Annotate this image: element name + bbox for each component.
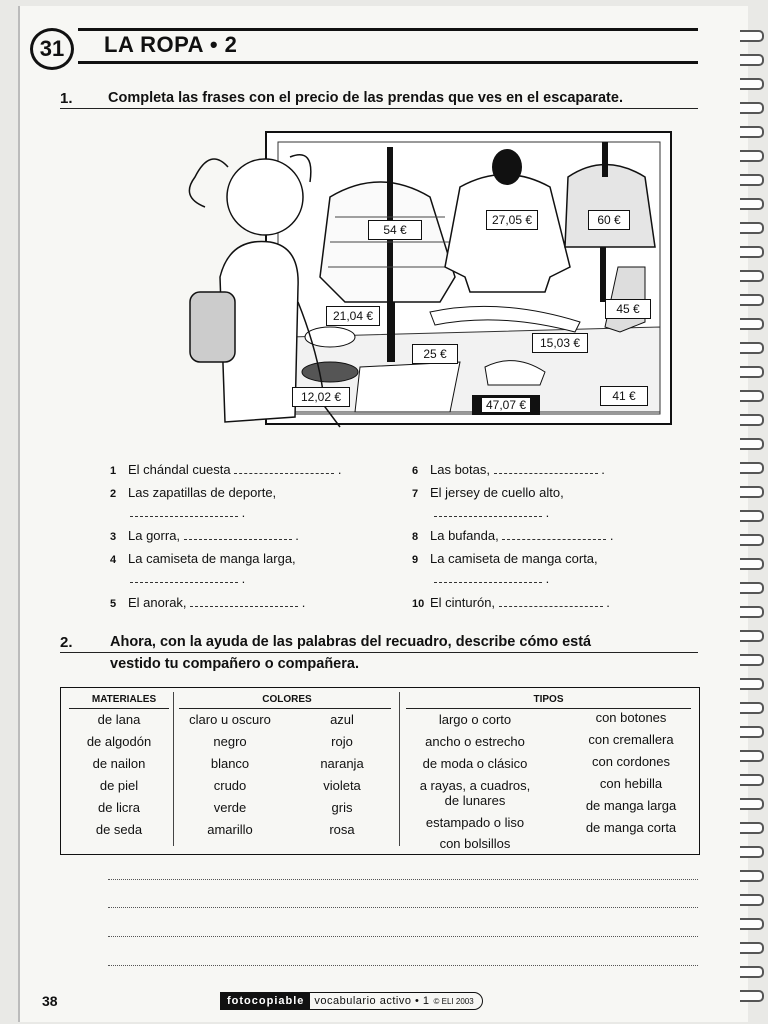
price-tag: 45 €: [605, 299, 651, 319]
word-color: violeta: [323, 778, 361, 793]
footer-photocopiable: fotocopiable: [221, 993, 310, 1009]
exercise-item-9: [412, 551, 598, 566]
word-tipo: ancho o estrecho: [425, 734, 525, 749]
footer-series: vocabulario activo • 1: [314, 995, 430, 1007]
header-rule-top: [78, 28, 698, 31]
word-color: amarillo: [207, 822, 253, 837]
word-materiales: de nailon: [92, 756, 146, 771]
item-number: 6: [412, 465, 419, 477]
spiral-coil: [740, 198, 764, 210]
spiral-coil: [740, 558, 764, 570]
price-tag: 15,03 €: [532, 333, 588, 353]
spiral-coil: [740, 414, 764, 426]
exercise-item-6: 6 Las botas, .: [412, 462, 605, 477]
header-rule-bottom: [78, 61, 698, 64]
word-color: claro u oscuro: [189, 712, 271, 727]
word-tipo: con hebilla: [599, 776, 663, 791]
shop-window-illustration: [150, 127, 676, 437]
item-text: La bufanda,: [430, 528, 499, 543]
word-tipo: con bolsillos: [439, 836, 511, 851]
item-text: La camiseta de manga larga,: [128, 551, 296, 566]
header-materiales: MATERIALES: [91, 694, 157, 705]
spiral-coil: [740, 246, 764, 258]
answer-blank[interactable]: [494, 463, 598, 474]
spiral-coil: [740, 462, 764, 474]
spiral-coil: [740, 678, 764, 690]
item-number: 3: [110, 531, 117, 543]
price-tag: 12,02 €: [292, 387, 350, 407]
price-tag: 41 €: [600, 386, 648, 406]
word-materiales: de lana: [97, 712, 141, 727]
spiral-coil: [740, 750, 764, 762]
spiral-coil: [740, 894, 764, 906]
answer-blank[interactable]: [184, 529, 292, 540]
word-materiales: de licra: [98, 800, 140, 815]
answer-blank[interactable]: [190, 596, 298, 607]
exercise-item-3: 3 La gorra, .: [110, 528, 299, 543]
footer-copyright: © ELI 2003: [433, 997, 474, 1006]
spiral-coil: [740, 294, 764, 306]
price-tag: 27,05 €: [486, 210, 538, 230]
price-tag: 25 €: [412, 344, 458, 364]
word-tipo: de lunares: [444, 793, 506, 808]
page-number: 38: [42, 993, 58, 1009]
item-text: La camiseta de manga corta,: [430, 551, 598, 566]
footer-banner: [220, 992, 483, 1010]
header-rule: [69, 708, 169, 709]
spiral-binding: [738, 20, 768, 1010]
unit-title: LA ROPA • 2: [104, 32, 238, 57]
exercise-item-5: 5 El anorak, .: [110, 595, 306, 610]
spiral-coil: [740, 390, 764, 402]
spiral-coil: [740, 78, 764, 90]
unit-number-badge: 31: [30, 28, 74, 70]
item-text: El chándal cuesta: [128, 462, 231, 477]
word-materiales: de piel: [99, 778, 139, 793]
exercise-item-10: 10 El cinturón, .: [412, 595, 610, 610]
spiral-coil: [740, 630, 764, 642]
price-tag: [472, 395, 540, 415]
exercise-item-7-answer: .: [434, 505, 549, 520]
spiral-coil: [740, 438, 764, 450]
exercise-1-instruction: Completa las frases con el precio de las prendas que ves en el escaparate.: [108, 90, 623, 106]
spiral-coil: [740, 702, 764, 714]
exercise-item-7: [412, 485, 564, 500]
spiral-coil: [740, 222, 764, 234]
exercise-2-instruction-line2: vestido tu compañero o compañera.: [110, 656, 359, 672]
exercise-1-number: 1.: [60, 90, 73, 107]
header-tipos: TIPOS: [533, 694, 564, 705]
word-tipo: largo o corto: [438, 712, 512, 727]
spiral-coil: [740, 510, 764, 522]
exercise-item-4-answer: .: [130, 571, 245, 586]
word-color: negro: [213, 734, 247, 749]
shop-window-drawing: [150, 127, 676, 437]
spiral-coil: [740, 150, 764, 162]
word-color: rosa: [329, 822, 355, 837]
writing-line[interactable]: [108, 936, 698, 937]
exercise-item-9-answer: .: [434, 571, 549, 586]
spiral-coil: [740, 366, 764, 378]
word-color: rojo: [331, 734, 353, 749]
exercise-2-instruction-line1: Ahora, con la ayuda de las palabras del recuadro, describe cómo está: [110, 634, 592, 650]
exercise-item-4: [110, 551, 296, 566]
item-number: 2: [110, 488, 117, 500]
word-color: verde: [213, 800, 247, 815]
word-tipo: con cremallera: [588, 732, 674, 747]
writing-line[interactable]: [108, 907, 698, 908]
item-text: El jersey de cuello alto,: [430, 485, 564, 500]
item-number: 9: [412, 554, 419, 566]
item-number: 10: [412, 598, 425, 610]
spiral-coil: [740, 606, 764, 618]
spiral-coil: [740, 654, 764, 666]
exercise-item-2: [110, 485, 276, 500]
answer-blank[interactable]: [130, 572, 238, 583]
word-tipo: a rayas, a cuadros,: [419, 778, 531, 793]
answer-blank[interactable]: [234, 463, 334, 474]
word-tipo: de moda o clásico: [422, 756, 528, 771]
word-tipo: con cordones: [591, 754, 671, 769]
item-text: Las botas,: [430, 462, 490, 477]
spiral-coil: [740, 774, 764, 786]
header-rule: [179, 708, 391, 709]
exercise-2-number: 2.: [60, 634, 73, 651]
word-materiales: de algodón: [86, 734, 152, 749]
spiral-coil: [740, 270, 764, 282]
price-tag: 60 €: [588, 210, 630, 230]
exercise-item-2-answer: .: [130, 505, 245, 520]
item-text: El cinturón,: [430, 595, 496, 610]
word-tipo: de manga larga: [585, 798, 677, 813]
writing-line[interactable]: [108, 879, 698, 880]
unit-header: [30, 28, 698, 68]
price-tag: 54 €: [368, 220, 422, 240]
exercise-1-rule: [60, 108, 698, 109]
item-text: La gorra,: [128, 528, 181, 543]
answer-blank[interactable]: [499, 596, 603, 607]
item-number: 1: [110, 465, 117, 477]
spiral-coil: [740, 990, 764, 1002]
header-rule: [406, 708, 691, 709]
spiral-coil: [740, 918, 764, 930]
spiral-coil: [740, 102, 764, 114]
answer-blank[interactable]: [502, 529, 606, 540]
answer-blank[interactable]: [434, 572, 542, 583]
spiral-coil: [740, 534, 764, 546]
item-number: 5: [110, 598, 117, 610]
word-tipo: con botones: [595, 710, 667, 725]
item-number: 7: [412, 488, 419, 500]
spiral-coil: [740, 174, 764, 186]
word-color: naranja: [320, 756, 364, 771]
exercise-item-8: 8 La bufanda, .: [412, 528, 614, 543]
spiral-coil: [740, 870, 764, 882]
exercise-item-1: 1 El chándal cuesta .: [110, 462, 342, 477]
vocabulary-box: [60, 687, 700, 855]
spiral-coil: [740, 582, 764, 594]
word-color: crudo: [213, 778, 247, 793]
answer-blank[interactable]: [434, 506, 542, 517]
spiral-coil: [740, 798, 764, 810]
word-materiales: de seda: [95, 822, 143, 837]
word-tipo: de manga corta: [585, 820, 677, 835]
spiral-coil: [740, 486, 764, 498]
spiral-coil: [740, 942, 764, 954]
header-colores: COLORES: [262, 694, 312, 705]
word-color: azul: [330, 712, 354, 727]
answer-blank[interactable]: [130, 506, 238, 517]
spiral-coil: [740, 822, 764, 834]
column-divider: [173, 692, 174, 846]
writing-line[interactable]: [108, 965, 698, 966]
price-tag: 21,04 €: [326, 306, 380, 326]
word-color: gris: [331, 800, 353, 815]
spiral-coil: [740, 126, 764, 138]
spiral-coil: [740, 966, 764, 978]
spiral-coil: [740, 342, 764, 354]
spiral-coil: [740, 726, 764, 738]
item-text: Las zapatillas de deporte,: [128, 485, 277, 500]
spiral-coil: [740, 54, 764, 66]
exercise-2-rule: [60, 652, 698, 653]
item-number: 8: [412, 531, 419, 543]
price-tag-value: 47,07 €: [482, 398, 530, 412]
word-tipo: estampado o liso: [425, 815, 525, 830]
spiral-coil: [740, 846, 764, 858]
word-color: blanco: [210, 756, 250, 771]
column-divider: [399, 692, 400, 846]
spiral-coil: [740, 30, 764, 42]
spiral-coil: [740, 318, 764, 330]
item-text: El anorak,: [128, 595, 187, 610]
item-number: 4: [110, 554, 117, 566]
